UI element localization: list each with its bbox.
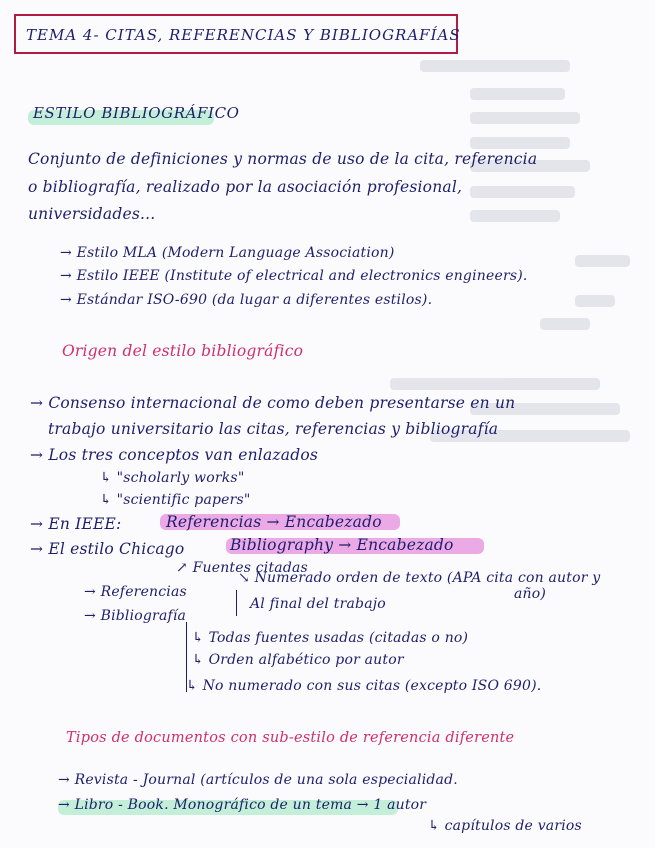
section-heading-tipos: Tipos de documentos con sub-estilo de referencia diferente — [66, 730, 515, 746]
chicago-prefix: → El estilo Chicago — [30, 540, 185, 558]
title-box — [14, 14, 461, 54]
tree-referencias-detail: ↘ Numerado orden de texto (APA cita con autor y — [238, 570, 601, 586]
chicago-highlight-text: Bibliography → Encabezado — [230, 536, 454, 554]
definition-line-3: universidades... — [28, 205, 156, 223]
tree-referencias: → Referencias — [84, 584, 187, 600]
ieee-highlight-text: Referencias → Encabezado — [166, 513, 382, 531]
origen-line-3: → Los tres conceptos van enlazados — [30, 446, 319, 464]
tipos-revista: → Revista - Journal (artículos de una sola especialidad. — [58, 772, 458, 788]
tree-fuentes-citadas: ↗ Fuentes citadas — [176, 560, 308, 576]
tree-brace — [236, 590, 237, 616]
tree-final: Al final del trabajo — [250, 596, 386, 612]
tree-item-3: ↳ No numerado con sus citas (excepto ISO 690). — [186, 678, 542, 694]
origen-line-1: → Consenso internacional de como deben presentarse en un — [30, 394, 516, 412]
tipos-libro: → Libro - Book. Monográfico de un tema → 1 autor — [58, 797, 427, 813]
origen-line-2: trabajo universitario las citas, referencias y bibliografía — [48, 420, 499, 438]
bullet-iso: → Estándar ISO-690 (da lugar a diferentes estilos). — [60, 292, 433, 308]
tree-bibliografia: → Bibliografía — [84, 608, 187, 624]
section-heading-estilo: ESTILO BIBLIOGRÁFICO — [33, 104, 240, 122]
section-heading-origen: Origen del estilo bibliográfico — [62, 342, 304, 360]
bullet-mla: → Estilo MLA (Modern Language Association) — [60, 245, 395, 261]
tree-anio: año) — [514, 586, 547, 602]
ieee-prefix: → En IEEE: — [30, 515, 122, 533]
bullet-ieee: → Estilo IEEE (Institute of electrical and electronics engineers). — [60, 268, 528, 284]
tipos-capitulos: ↳ capítulos de varios — [428, 818, 582, 834]
origen-scientific: ↳ "scientific papers" — [100, 492, 251, 508]
origen-scholarly: ↳ "scholarly works" — [100, 470, 245, 486]
definition-line-1: Conjunto de definiciones y normas de uso de la cita, referencia — [28, 150, 538, 168]
page-title: TEMA 4- CITAS, REFERENCIAS Y BIBLIOGRAFÍAS — [26, 26, 461, 44]
tree-item-2: ↳ Orden alfabético por autor — [192, 652, 404, 668]
tree-item-1: ↳ Todas fuentes usadas (citadas o no) — [192, 630, 469, 646]
definition-line-2: o bibliografía, realizado por la asociación profesional, — [28, 178, 463, 196]
